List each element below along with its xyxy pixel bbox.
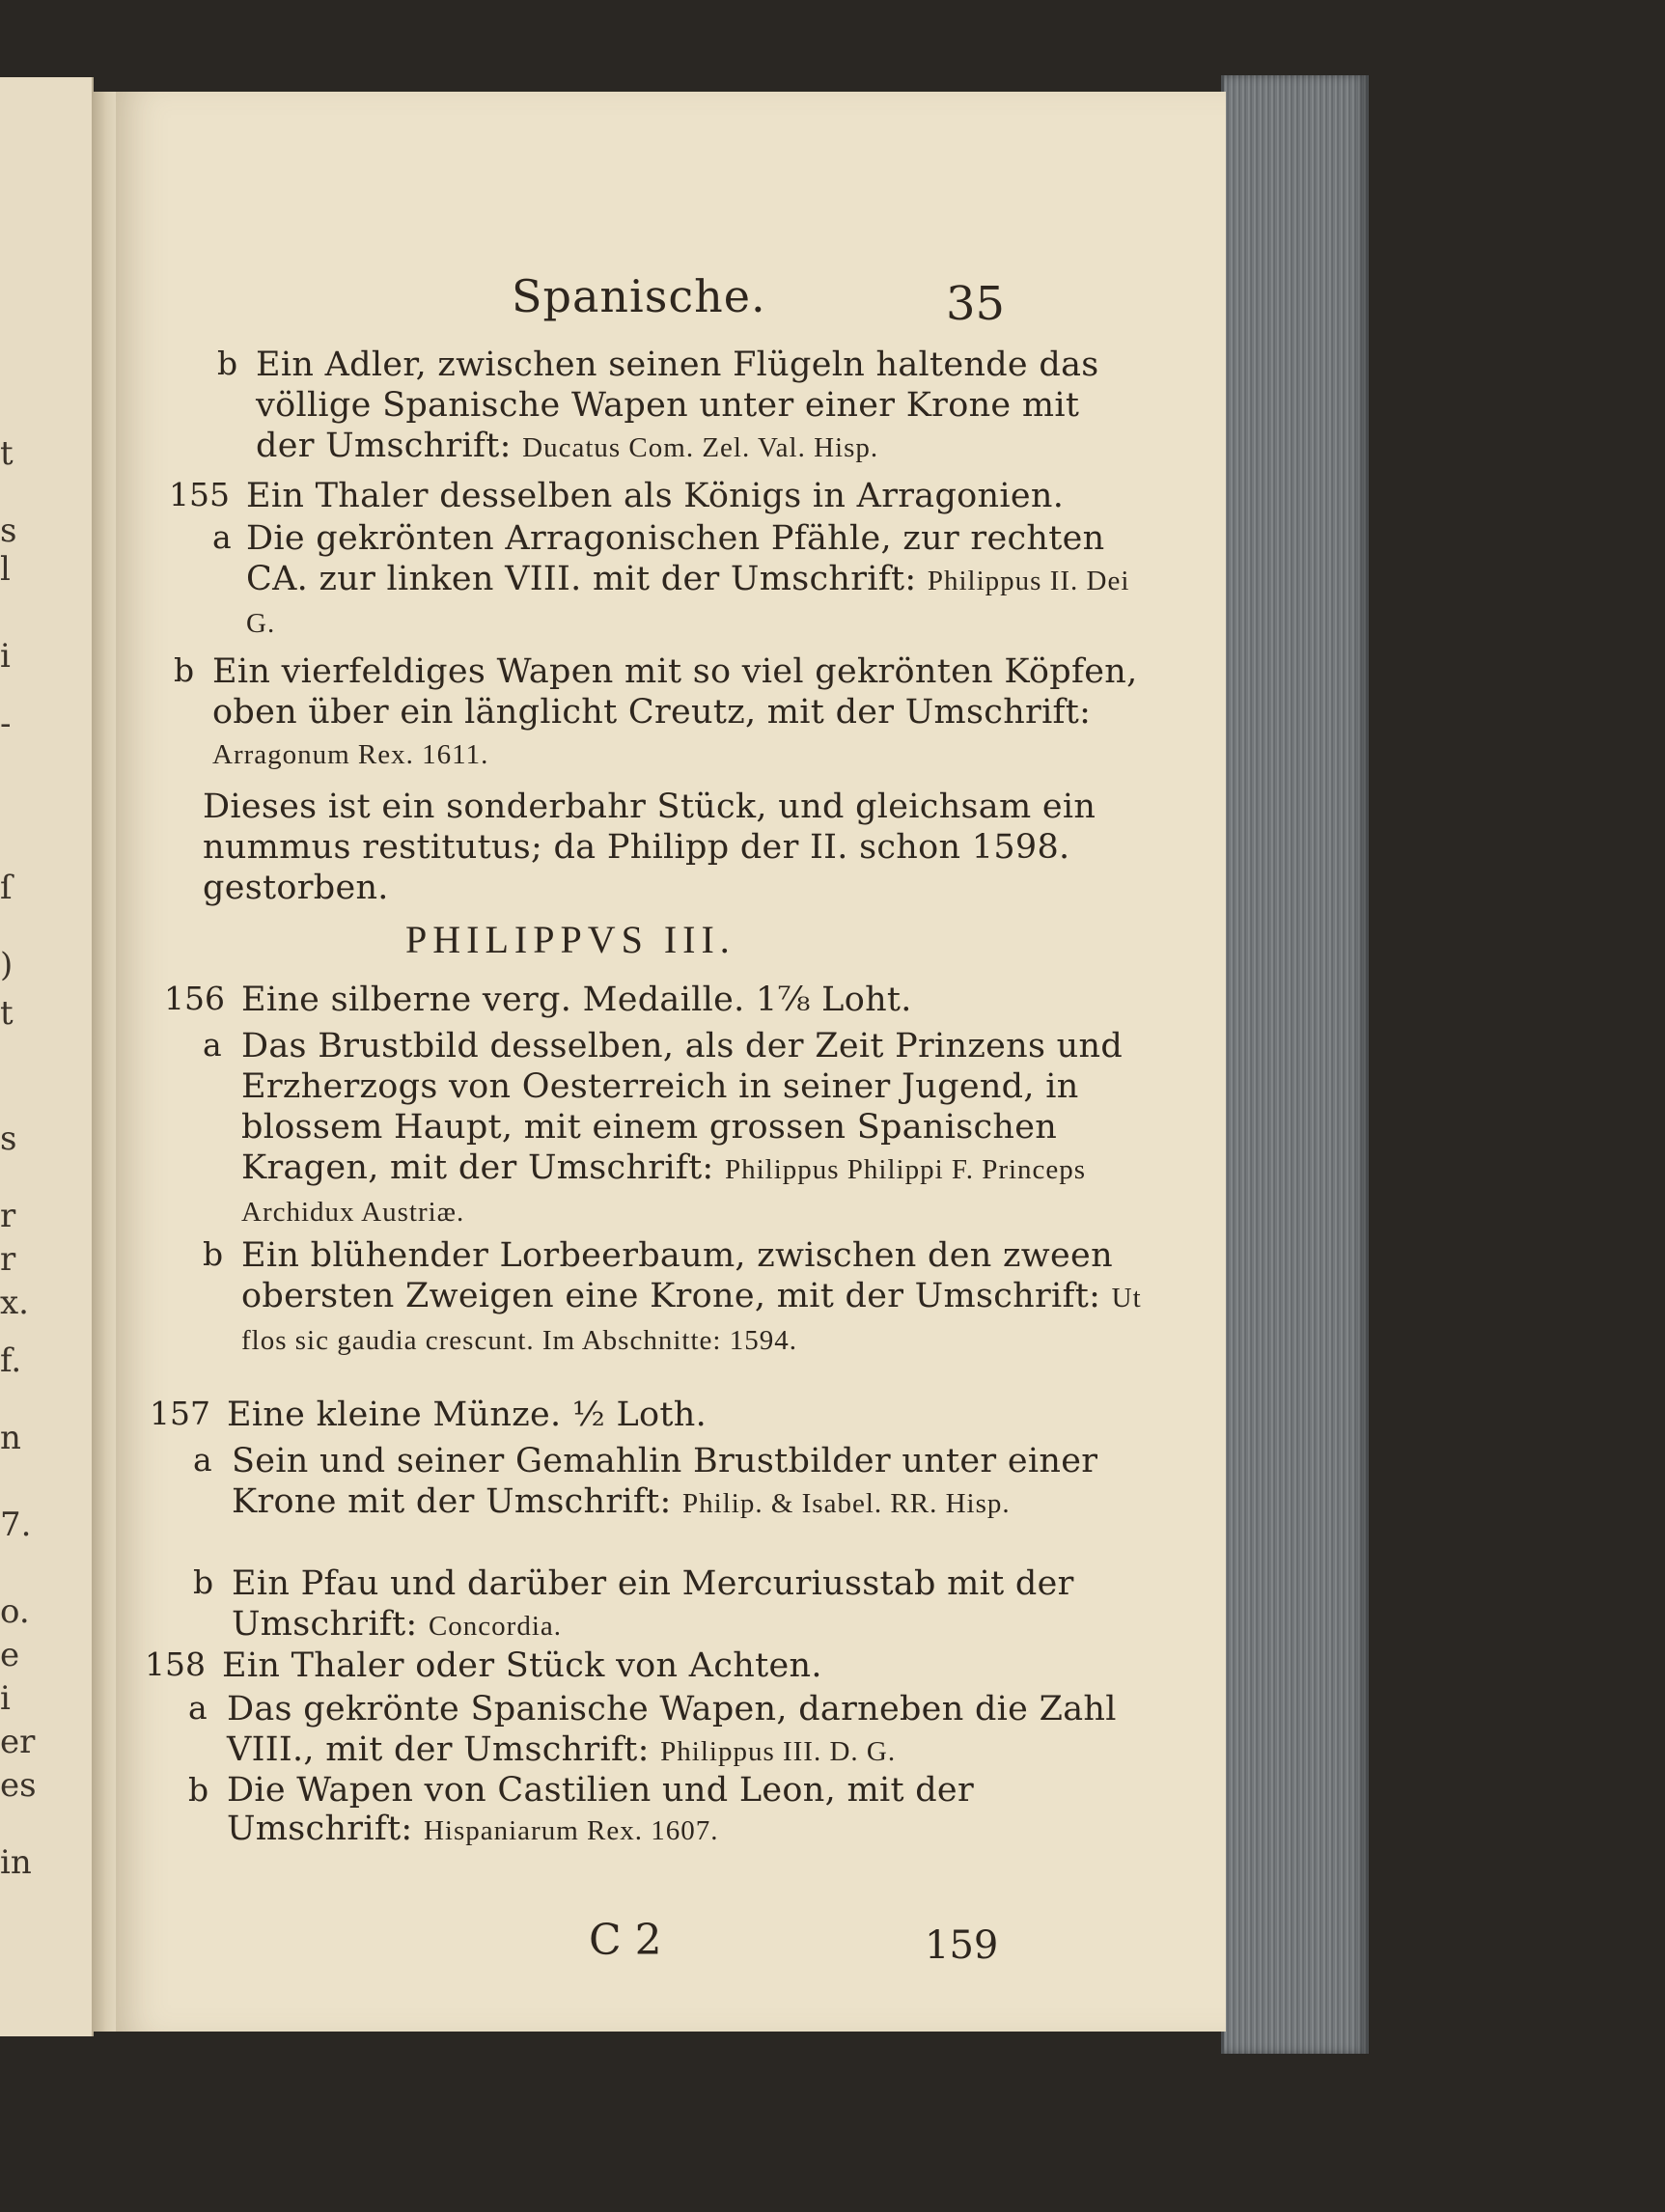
entry-body: Sein und seiner Gemahlin Brustbilder unter einer Krone mit der Umschrift: [232,1442,1109,1521]
entry-text [212,651,1149,775]
left-fragment: in [0,1843,32,1882]
left-fragment: es [0,1766,37,1805]
left-page-edge [0,77,94,2036]
entry-text [203,787,1144,908]
entry-body: Ein blühender Lorbeerbaum, zwischen den zween obersten Zweigen eine Krone, mit der Umschrift: [241,1236,1124,1315]
entry-text [222,1645,1144,1686]
entry-marker: b [193,1563,214,1601]
entry-text [232,1441,1144,1524]
entry-number: 156 [164,980,225,1017]
left-fragment: n [0,1419,21,1457]
page-number: 35 [946,277,1006,331]
entry-body: Ein Thaler oder Stück von Achten. [222,1646,822,1685]
left-fragment: r [0,1240,16,1279]
entry-latin: Philippus Philippi F. Princeps Archidux Austriæ. [241,1154,1093,1228]
entry-latin: Concordia. [428,1611,563,1642]
entry-body: Ein vierfeldiges Wapen mit so viel gekrönten Köpfen, oben über ein länglicht Creutz, mit der Umschrift: [212,652,1149,732]
signature-mark: C 2 [589,1916,662,1965]
entry-latin: Arragonum Rex. 1611. [212,739,489,770]
entry-body: Das Brustbild desselben, als der Zeit Prinzens und Erzherzogs von Oesterreich in seiner Jugend, in blossem Haupt, mit einem grossen Spanischen Kragen, mit der Umschrift: [241,1027,1134,1187]
entry-number: 157 [150,1395,210,1432]
entry-latin: Ut flos sic gaudia crescunt. Im Abschnitte: 1594. [241,1283,1150,1356]
entry-body: Dieses ist ein sonderbahr Stück, und gleichsam ein nummus restitutus; da Philipp der II. schon 1598. gestorben. [203,788,1107,907]
left-fragment: t [0,994,14,1033]
left-fragment: ſ [0,869,13,907]
left-fragment: l [0,550,11,589]
entry-number: 158 [145,1645,206,1683]
running-head: Spanische. [512,270,766,322]
entry-latin: Hispaniarum Rex. 1607. [423,1815,719,1846]
entry-text [241,980,1144,1020]
entry-body: Ein Thaler desselben als Königs in Arragonien. [246,477,1065,515]
book-page [116,92,1226,2032]
page-block-edge [1221,75,1369,2054]
entry-body: Das gekrönte Spanische Wapen, darneben die Zahl VIII., mit der Umschrift: [227,1690,1128,1769]
entry-text [227,1395,1144,1435]
left-fragment: ) [0,946,14,984]
entry-latin: Philippus II. Dei G. [246,566,1138,639]
entry-marker: a [193,1441,212,1479]
entry-marker: a [188,1689,208,1727]
entry-text [256,345,1144,468]
entry-number: 155 [169,476,230,513]
entry-marker: a [203,1026,222,1064]
entry-text [227,1771,1144,1850]
left-fragment: er [0,1723,36,1761]
entry-body: Die Wapen von Castilien und Leon, mit der Umschrift: [227,1771,985,1848]
catchword: 159 [925,1923,999,1968]
entry-text [246,476,1144,516]
entry-marker: b [217,345,238,382]
left-fragment: o. [0,1592,30,1631]
entry-marker: a [212,518,232,556]
entry-marker: b [203,1235,224,1273]
left-fragment: s [0,512,17,550]
entry-latin: Philippus III. D. G. [660,1736,897,1767]
left-fragment: t [0,434,14,473]
left-fragment: f. [0,1341,22,1380]
entry-marker: b [174,651,195,689]
entry-marker: b [188,1771,209,1809]
left-fragment: - [0,705,12,743]
entry-body: Ein Pfau und darüber ein Mercuriusstab mit der Umschrift: [232,1564,1086,1644]
left-fragment: e [0,1636,20,1674]
entry-text [227,1689,1144,1772]
left-fragment: i [0,1679,11,1718]
left-page-fragments [0,77,37,2036]
entry-latin: Ducatus Com. Zel. Val. Hisp. [522,432,879,463]
entry-text [246,518,1144,644]
left-fragment: 7. [0,1506,32,1544]
entry-body: Ein Adler, zwischen seinen Flügeln haltende das völlige Spanische Wapen unter einer Krone mit der Umschrift: [256,346,1110,465]
entry-text [241,1026,1144,1232]
entry-body: Eine kleine Münze. ½ Loth. [227,1396,708,1434]
section-heading: PHILIPPVS III. [405,918,735,961]
entry-text [232,1563,1144,1646]
page-text [116,92,1226,2032]
left-fragment: s [0,1120,17,1158]
entry-latin: Philip. & Isabel. RR. Hisp. [682,1488,1011,1519]
left-fragment: r [0,1197,16,1235]
entry-body: Die gekrönten Arragonischen Pfähle, zur rechten CA. zur linken VIII. mit der Umschrift: [246,519,1116,598]
left-fragment: i [0,637,11,676]
entry-body: Eine silberne verg. Medaille. 1⅞ Loht. [241,981,912,1019]
left-fragment: x. [0,1284,29,1322]
entry-text [241,1235,1150,1361]
